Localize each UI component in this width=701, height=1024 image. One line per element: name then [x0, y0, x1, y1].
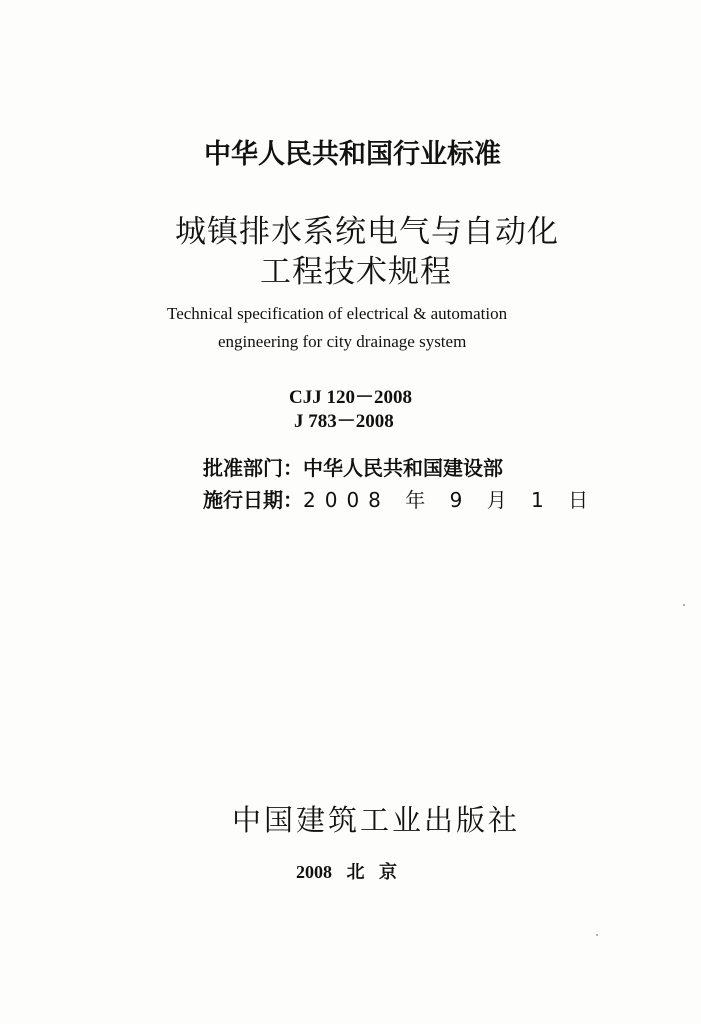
- standard-category-heading: 中华人民共和国行业标准: [204, 139, 501, 170]
- english-title-line-1: Technical specification of electrical & automation: [167, 304, 508, 323]
- scan-speck: [683, 604, 685, 606]
- chinese-title-line-1: 城镇排水系统电气与自动化: [175, 214, 559, 250]
- chinese-title-line-2: 工程技术规程: [260, 254, 452, 290]
- standard-code: CJJ 120－2008: [289, 387, 412, 408]
- english-title-line-2: engineering for city drainage system: [218, 332, 467, 351]
- approval-department-row: [203, 452, 503, 481]
- record-code: J 783－2008: [294, 411, 394, 432]
- effective-date-row: [203, 484, 597, 513]
- effective-date-value: 2008 年 9 月 1 日: [303, 488, 598, 512]
- effective-date-label: 施行日期：: [203, 488, 303, 512]
- approval-value: 中华人民共和国建设部: [303, 456, 503, 480]
- approval-label: 批准部门：: [203, 456, 303, 480]
- publisher-name: 中国建筑工业出版社: [232, 803, 521, 837]
- publication-year-place: 2008 北 京: [296, 862, 397, 882]
- scan-speck: [596, 934, 598, 936]
